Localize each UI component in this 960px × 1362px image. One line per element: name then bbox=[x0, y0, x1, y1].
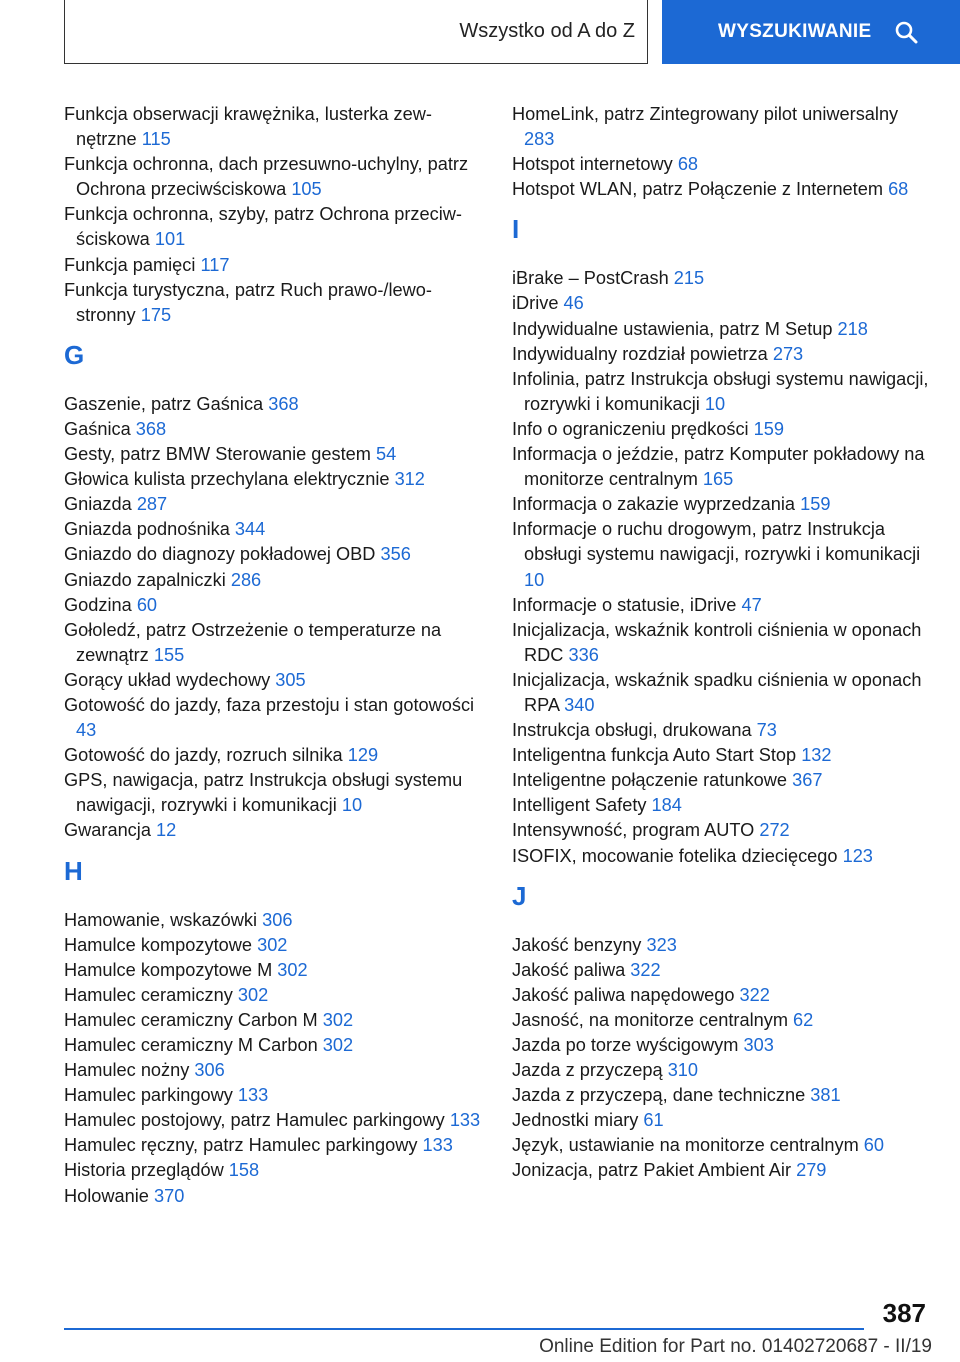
index-entry bbox=[512, 743, 932, 768]
page-link[interactable]: 10 bbox=[341, 795, 363, 816]
entry-text: Jakość benzyny bbox=[512, 934, 642, 955]
index-entry bbox=[64, 1184, 484, 1209]
index-entry bbox=[64, 152, 484, 202]
entry-text: HomeLink, patrz Zintegrowany pilot uniwersalny bbox=[512, 104, 899, 124]
entry-text: Intensywność, program AUTO bbox=[512, 820, 755, 841]
index-entry bbox=[512, 291, 932, 316]
entry-text: Gniazda bbox=[64, 494, 132, 515]
footer-edition: Online Edition for Part no. 01402720687 - II/19 bbox=[539, 1336, 932, 1357]
section-letter: I bbox=[512, 214, 520, 245]
page-link[interactable]: 302 bbox=[277, 959, 308, 980]
index-entry bbox=[64, 417, 484, 442]
page-link[interactable]: 302 bbox=[257, 934, 288, 955]
index-entry bbox=[512, 818, 932, 843]
page-link[interactable]: 305 bbox=[275, 669, 306, 690]
page-link[interactable]: 101 bbox=[154, 229, 186, 250]
index-entry bbox=[64, 1133, 484, 1158]
page-number: 387 bbox=[882, 1298, 926, 1328]
index-entry bbox=[512, 152, 932, 177]
entry-text: Hotspot internetowy bbox=[512, 154, 673, 175]
entry-text: Hamulec ceramiczny Carbon M bbox=[64, 1009, 318, 1030]
entry-text: Jonizacja, patrz Pakiet Ambient Air bbox=[512, 1160, 792, 1181]
entry-text: Jakość paliwa bbox=[512, 959, 626, 980]
index-entry bbox=[64, 517, 484, 542]
index-entry bbox=[512, 367, 932, 417]
page-link[interactable]: 279 bbox=[796, 1160, 827, 1181]
entry-text: Gotowość do jazdy, rozruch silnika bbox=[64, 745, 343, 766]
index-entry bbox=[512, 668, 932, 718]
page-link[interactable]: 10 bbox=[704, 393, 726, 414]
page-link[interactable]: 336 bbox=[568, 644, 599, 665]
index-entry bbox=[64, 818, 484, 843]
page-link[interactable]: 105 bbox=[291, 179, 322, 200]
tab-search[interactable] bbox=[662, 0, 960, 64]
entry-text: Hamulec nożny bbox=[64, 1060, 190, 1081]
entry-text: Gniazda podnośnika bbox=[64, 519, 230, 540]
page-link[interactable]: 368 bbox=[135, 418, 167, 439]
index-entry bbox=[512, 1008, 932, 1033]
page-link[interactable]: 340 bbox=[564, 694, 595, 715]
entry-text: Godzina bbox=[64, 594, 132, 615]
index-entry bbox=[64, 1158, 484, 1183]
entry-text: Gaśnica bbox=[64, 418, 131, 439]
entry-text: Jednostki miary bbox=[512, 1110, 639, 1131]
index-entry bbox=[512, 1033, 932, 1058]
entry-text: Hamulec ręczny, patrz Hamulec parkingowy bbox=[64, 1135, 418, 1156]
index-entry bbox=[64, 983, 484, 1008]
entry-text: ISOFIX, mocowanie fotelika dziecięcego bbox=[512, 845, 838, 866]
entry-text: Historia przeglądów bbox=[64, 1160, 224, 1181]
page-link[interactable]: 286 bbox=[230, 569, 262, 590]
page-link[interactable]: 283 bbox=[524, 129, 555, 150]
index-entry bbox=[64, 593, 484, 618]
entry-text: Hotspot WLAN, patrz Połączenie z Internetem bbox=[512, 179, 883, 200]
entry-text: GPS, nawigacja, patrz Instrukcja obsługi systemu nawigacji, rozrywki i komunikacji bbox=[64, 770, 463, 816]
page-link[interactable]: 129 bbox=[347, 745, 379, 766]
index-entry bbox=[512, 417, 932, 442]
index-entry bbox=[512, 517, 932, 592]
page-link[interactable]: 132 bbox=[801, 745, 832, 766]
index-entry bbox=[512, 1083, 932, 1108]
page-link[interactable]: 218 bbox=[837, 318, 868, 339]
index-entry bbox=[64, 768, 484, 818]
entry-text: Gniazdo do diagnozy pokładowej OBD bbox=[64, 544, 376, 565]
entry-text: Funkcja ochronna, szyby, patrz Ochrona przeciwściskowa bbox=[64, 204, 462, 250]
index-entry bbox=[64, 618, 484, 668]
index-entry bbox=[64, 958, 484, 983]
index-entry bbox=[512, 718, 932, 743]
index-entry bbox=[64, 102, 484, 152]
entry-text: Jazda po torze wyścigowym bbox=[512, 1035, 739, 1055]
page-link[interactable]: 312 bbox=[394, 469, 425, 490]
index-entry bbox=[64, 467, 484, 492]
page-link[interactable]: 159 bbox=[753, 418, 785, 439]
index-entry bbox=[64, 693, 484, 743]
entry-text: Hamulec postojowy, patrz Hamulec parkingowy bbox=[64, 1110, 445, 1131]
index-entry bbox=[64, 442, 484, 467]
page-link[interactable]: 303 bbox=[743, 1035, 774, 1055]
index-entry bbox=[64, 568, 484, 593]
entry-text: Gorący układ wydechowy bbox=[64, 669, 271, 690]
entry-text: Indywidualny rozdział powietrza bbox=[512, 343, 768, 364]
index-column-right bbox=[512, 102, 932, 1184]
page-link[interactable]: 133 bbox=[422, 1135, 453, 1156]
entry-text: Gaszenie, patrz Gaśnica bbox=[64, 393, 264, 414]
entry-text: Informacje o statusie, iDrive bbox=[512, 594, 737, 615]
page-link[interactable]: 47 bbox=[741, 594, 762, 615]
index-entry bbox=[64, 743, 484, 768]
index-entry bbox=[512, 793, 932, 818]
entry-text: Język, ustawianie na monitorze centralnym bbox=[512, 1135, 859, 1156]
page-link[interactable]: 302 bbox=[237, 984, 269, 1005]
entry-text: Gotowość do jazdy, faza przestoju i stan gotowości bbox=[64, 694, 475, 715]
index-entry bbox=[64, 1108, 484, 1133]
page-link[interactable]: 322 bbox=[630, 959, 661, 980]
search-icon[interactable] bbox=[894, 20, 918, 44]
page-link[interactable]: 381 bbox=[810, 1085, 841, 1106]
page-link[interactable]: 306 bbox=[194, 1060, 225, 1081]
index-entry bbox=[512, 492, 932, 517]
index-entry bbox=[512, 442, 932, 492]
entry-text: Gołoledź, patrz Ostrzeżenie o temperaturze na zewnątrz bbox=[64, 619, 442, 665]
entry-text: Gniazdo zapalniczki bbox=[64, 569, 226, 590]
index-entry bbox=[64, 492, 484, 517]
page-link[interactable]: 117 bbox=[200, 254, 230, 275]
index-entry bbox=[512, 768, 932, 793]
page-link[interactable]: 68 bbox=[677, 154, 699, 175]
entry-text: Jazda z przyczepą, dane techniczne bbox=[512, 1085, 806, 1106]
entry-text: iDrive bbox=[512, 293, 559, 314]
entry-text: Funkcja turystyczna, patrz Ruch prawo-/lewostronny bbox=[64, 279, 432, 325]
index-entry bbox=[512, 844, 932, 869]
index-column-left bbox=[64, 102, 484, 1209]
entry-text: Hamulce kompozytowe bbox=[64, 934, 253, 955]
index-entry bbox=[512, 593, 932, 618]
entry-text: Inteligentne połączenie ratunkowe bbox=[512, 770, 788, 791]
index-entry bbox=[64, 1058, 484, 1083]
index-entry bbox=[64, 1033, 484, 1058]
index-entry bbox=[64, 542, 484, 567]
entry-text: Inicjalizacja, wskaźnik kontroli ciśnienia w oponach RDC bbox=[512, 619, 922, 665]
index-entry bbox=[512, 317, 932, 342]
index-entry bbox=[512, 618, 932, 668]
entry-text: Hamowanie, wskazówki bbox=[64, 909, 258, 930]
page-link[interactable]: 60 bbox=[136, 594, 158, 615]
index-entry bbox=[512, 1058, 932, 1083]
page-link[interactable]: 302 bbox=[322, 1009, 354, 1030]
footer-rule bbox=[64, 1328, 864, 1330]
page-link[interactable]: 133 bbox=[237, 1085, 269, 1106]
page-link[interactable]: 323 bbox=[646, 934, 677, 955]
entry-text: Holowanie bbox=[64, 1185, 149, 1206]
entry-text: Gesty, patrz BMW Sterowanie gestem bbox=[64, 444, 371, 465]
index-entry bbox=[512, 342, 932, 367]
index-entry bbox=[512, 102, 932, 152]
section-letter: J bbox=[512, 880, 527, 911]
entry-text: Hamulec parkingowy bbox=[64, 1085, 233, 1106]
page-link[interactable]: 123 bbox=[842, 845, 873, 866]
page-link[interactable]: 322 bbox=[739, 984, 770, 1005]
index-entry bbox=[512, 266, 932, 291]
entry-text: Hamulce kompozytowe M bbox=[64, 959, 273, 980]
index-entry bbox=[64, 278, 484, 328]
index-entry bbox=[512, 983, 932, 1008]
index-entry bbox=[512, 177, 932, 202]
page-link[interactable]: 158 bbox=[228, 1160, 260, 1181]
page-link[interactable]: 12 bbox=[156, 820, 177, 841]
index-entry bbox=[64, 1008, 484, 1033]
section-letter: H bbox=[64, 855, 83, 886]
index-entry bbox=[512, 933, 932, 958]
page-link[interactable]: 159 bbox=[800, 494, 831, 515]
page-link[interactable]: 54 bbox=[376, 444, 397, 465]
entry-text: Info o ograniczeniu prędkości bbox=[512, 418, 749, 439]
entry-text: Funkcja pamięci bbox=[64, 254, 196, 275]
entry-text: Jazda z przyczepą bbox=[512, 1060, 663, 1081]
index-entry bbox=[64, 908, 484, 933]
index-entry bbox=[64, 253, 484, 278]
index-entry bbox=[64, 668, 484, 693]
page-link[interactable]: 115 bbox=[141, 129, 171, 150]
entry-text: Informacje o ruchu drogowym, patrz Instrukcja obsługi systemu nawigacji, rozrywki i komunikacji bbox=[512, 519, 921, 565]
entry-text: Intelligent Safety bbox=[512, 795, 647, 816]
page-link[interactable]: 43 bbox=[76, 720, 97, 741]
entry-text: Jakość paliwa napędowego bbox=[512, 984, 735, 1005]
page-link[interactable]: 184 bbox=[651, 795, 682, 816]
page-link[interactable]: 356 bbox=[380, 544, 411, 565]
entry-text: Głowica kulista przechylana elektrycznie bbox=[64, 469, 390, 490]
index-entry bbox=[64, 1083, 484, 1108]
index-entry bbox=[512, 1108, 932, 1133]
tab-a-to-z-label: Wszystko od A do Z bbox=[459, 20, 635, 42]
page-link[interactable]: 68 bbox=[888, 179, 909, 200]
entry-text: Inicjalizacja, wskaźnik spadku ciśnienia w oponach RPA bbox=[512, 669, 922, 715]
page-link[interactable]: 215 bbox=[673, 268, 705, 289]
page-link[interactable]: 175 bbox=[140, 304, 172, 325]
page-link[interactable]: 133 bbox=[449, 1110, 481, 1131]
page-link[interactable]: 287 bbox=[136, 494, 168, 515]
entry-text: Gwarancja bbox=[64, 820, 151, 841]
page-link[interactable]: 370 bbox=[154, 1185, 185, 1206]
entry-text: Informacja o zakazie wyprzedzania bbox=[512, 494, 796, 515]
entry-text: Inteligentna funkcja Auto Start Stop bbox=[512, 745, 797, 766]
index-entry bbox=[64, 933, 484, 958]
page-link[interactable]: 302 bbox=[322, 1035, 354, 1055]
page-link[interactable]: 46 bbox=[563, 293, 584, 314]
entry-text: Infolinia, patrz Instrukcja obsługi systemu nawigacji, rozrywki i komunikacji bbox=[512, 368, 929, 414]
index-entry bbox=[64, 392, 484, 417]
tab-search-label: WYSZUKIWANIE bbox=[718, 21, 872, 42]
page-link[interactable]: 62 bbox=[793, 1009, 814, 1030]
tab-a-to-z[interactable] bbox=[64, 0, 648, 64]
entry-text: Jasność, na monitorze centralnym bbox=[512, 1009, 788, 1030]
page-link[interactable]: 155 bbox=[153, 644, 185, 665]
index-entry bbox=[512, 958, 932, 983]
index-entry bbox=[512, 1158, 932, 1183]
page-link[interactable]: 73 bbox=[756, 720, 777, 741]
entry-text: Funkcja obserwacji krawężnika, lusterka zewnętrzne bbox=[64, 104, 432, 150]
index-entry bbox=[64, 202, 484, 252]
page-link[interactable]: 310 bbox=[667, 1060, 699, 1081]
index-entry bbox=[512, 1133, 932, 1158]
entry-text: Hamulec ceramiczny M Carbon bbox=[64, 1035, 318, 1055]
entry-text: iBrake – PostCrash bbox=[512, 268, 669, 289]
entry-text: Hamulec ceramiczny bbox=[64, 984, 233, 1005]
page-link[interactable]: 273 bbox=[772, 343, 804, 364]
page-link[interactable]: 344 bbox=[234, 519, 266, 540]
page-link[interactable]: 61 bbox=[643, 1110, 664, 1131]
entry-text: Funkcja ochronna, dach przesuwno-uchylny, patrz Ochrona przeciwściskowa bbox=[64, 154, 469, 200]
page-link[interactable]: 60 bbox=[863, 1135, 885, 1156]
entry-text: Instrukcja obsługi, drukowana bbox=[512, 720, 752, 741]
entry-text: Informacja o jeździe, patrz Komputer pokładowy na monitorze centralnym bbox=[512, 444, 925, 490]
page-link[interactable]: 165 bbox=[702, 469, 734, 490]
page-link[interactable]: 10 bbox=[524, 569, 545, 590]
page-link[interactable]: 368 bbox=[268, 393, 299, 414]
entry-text: Indywidualne ustawienia, patrz M Setup bbox=[512, 318, 833, 339]
section-letter: G bbox=[64, 339, 85, 370]
page-link[interactable]: 367 bbox=[792, 770, 823, 791]
page-link[interactable]: 272 bbox=[759, 820, 790, 841]
page-link[interactable]: 306 bbox=[262, 909, 293, 930]
